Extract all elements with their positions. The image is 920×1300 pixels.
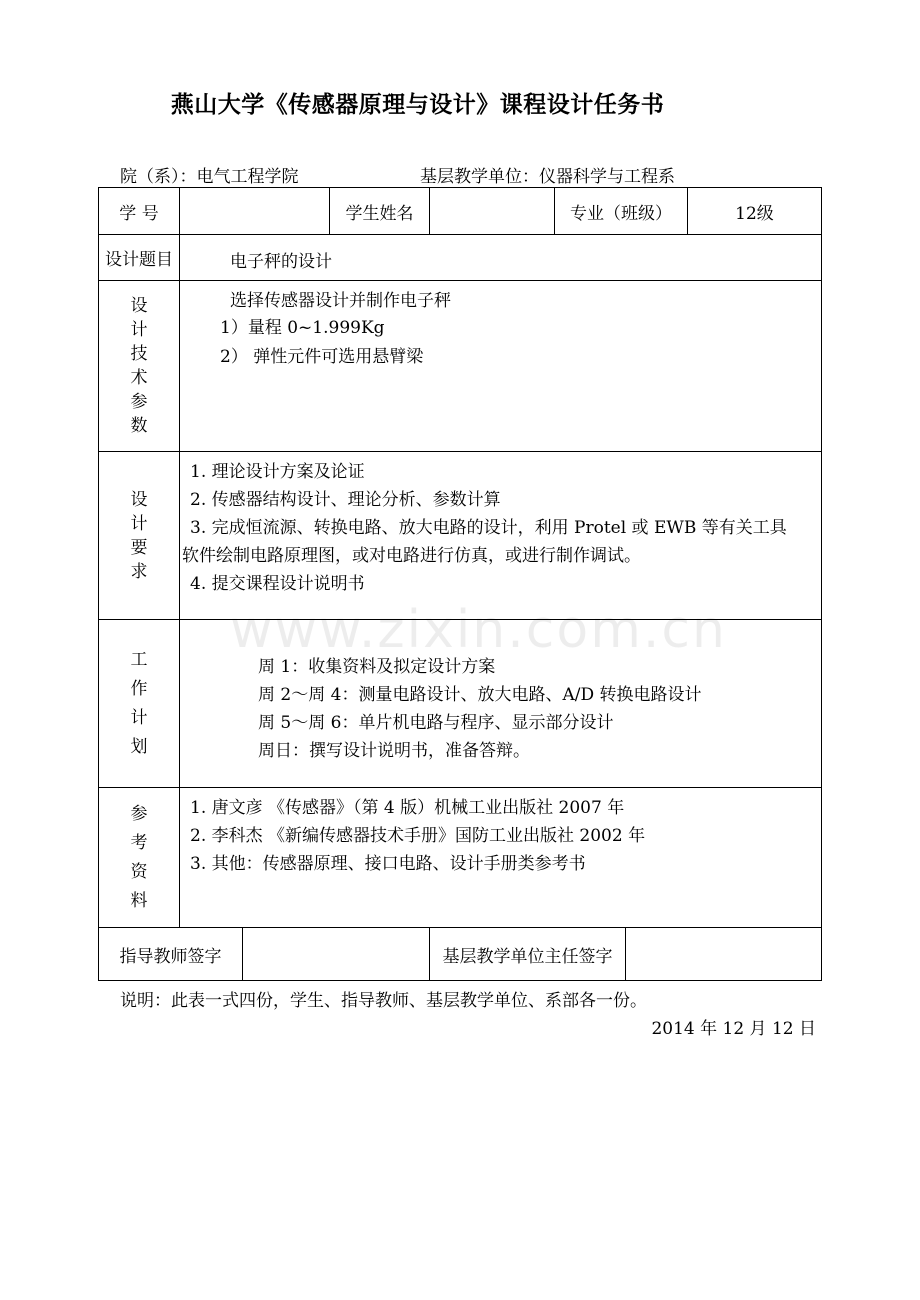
watermark: www.zixin.com.cn xyxy=(230,600,727,660)
topic-label xyxy=(98,234,180,281)
params-label-char: 技 xyxy=(130,344,148,364)
requirements-label-char: 求 xyxy=(130,561,148,582)
requirements-line: 4. 提交课程设计说明书 xyxy=(190,574,365,594)
plan-line: 周 1：收集资料及拟定设计方案 xyxy=(258,657,496,677)
params-label-char: 数 xyxy=(130,416,148,436)
requirements-label-char: 计 xyxy=(130,513,148,534)
params-label-char: 计 xyxy=(130,320,148,340)
footnote: 说明：此表一式四份，学生、指导教师、基层教学单位、系部各一份。 xyxy=(120,991,647,1011)
requirements-label xyxy=(98,451,180,620)
references-label-char: 考 xyxy=(130,832,148,853)
plan-line: 周日：撰写设计说明书，准备答辩。 xyxy=(258,741,530,761)
reference-line: 3. 其他：传感器原理、接口电路、设计手册类参考书 xyxy=(190,854,586,874)
params-line: 2） 弹性元件可选用悬臂梁 xyxy=(220,347,424,367)
unit-head-signature-field[interactable] xyxy=(625,927,822,981)
major-value[interactable] xyxy=(687,187,822,235)
student-id-label-text: 学 号 xyxy=(119,203,159,224)
requirements-line: 3. 完成恒流源、转换电路、放大电路的设计，利用 Protel 或 EWB 等有关工具 xyxy=(190,518,787,538)
references-label-char: 资 xyxy=(130,861,148,882)
plan-label-char: 工 xyxy=(130,649,148,670)
params-label-char: 参 xyxy=(130,392,148,412)
student-name-label xyxy=(329,187,430,235)
student-id-label xyxy=(98,187,180,235)
plan-label xyxy=(98,619,180,788)
params-line: 选择传感器设计并制作电子秤 xyxy=(230,291,451,311)
date: 2014 年 12 月 12 日 xyxy=(651,1019,816,1039)
major-label xyxy=(554,187,688,235)
requirements-line: 软件绘制电路原理图，或对电路进行仿真，或进行制作调试。 xyxy=(182,546,641,566)
advisor-signature-field[interactable] xyxy=(242,927,430,981)
topic-label-text: 设计题目 xyxy=(105,250,173,270)
teaching-unit-label: 基层教学单位：仪器科学与工程系 xyxy=(420,167,675,187)
requirements-content xyxy=(179,451,822,620)
topic-value-text: 电子秤的设计 xyxy=(230,252,332,272)
unit-head-signature-label-text: 基层教学单位主任签字 xyxy=(442,946,613,967)
params-line: 1）量程 0~1.999Kg xyxy=(220,318,385,338)
student-id-value[interactable] xyxy=(179,187,330,235)
plan-label-char: 计 xyxy=(130,707,148,728)
topic-value[interactable] xyxy=(179,234,822,281)
student-name-value[interactable] xyxy=(429,187,555,235)
page-title: 燕山大学《传感器原理与设计》课程设计任务书 xyxy=(170,92,665,118)
department-label: 院（系）：电气工程学院 xyxy=(120,167,299,187)
params-label xyxy=(98,280,180,452)
major-value-text: 12级 xyxy=(735,203,774,224)
references-label-char: 参 xyxy=(130,803,148,824)
requirements-label-char: 设 xyxy=(130,489,148,510)
student-name-label-text: 学生姓名 xyxy=(345,203,414,224)
references-content xyxy=(179,787,822,928)
requirements-line: 1. 理论设计方案及论证 xyxy=(190,462,365,482)
reference-line: 1. 唐文彦 《传感器》（第 4 版）机械工业出版社 2007 年 xyxy=(190,798,625,818)
params-label-char: 术 xyxy=(130,368,148,388)
params-content xyxy=(179,280,822,452)
params-label-char: 设 xyxy=(130,296,148,316)
plan-label-char: 划 xyxy=(130,736,148,757)
advisor-signature-label xyxy=(98,927,243,981)
major-label-text: 专业（班级） xyxy=(570,203,672,224)
requirements-line: 2. 传感器结构设计、理论分析、参数计算 xyxy=(190,490,501,510)
requirements-label-char: 要 xyxy=(130,537,148,558)
reference-line: 2. 李科杰 《新编传感器技术手册》国防工业出版社 2002 年 xyxy=(190,826,646,846)
references-label-char: 料 xyxy=(130,890,148,911)
plan-label-char: 作 xyxy=(130,678,148,699)
references-label xyxy=(98,787,180,928)
unit-head-signature-label xyxy=(429,927,626,981)
plan-line: 周 2～周 4：测量电路设计、放大电路、A/D 转换电路设计 xyxy=(258,685,702,705)
advisor-signature-label-text: 指导教师签字 xyxy=(119,946,222,967)
plan-line: 周 5～周 6：单片机电路与程序、显示部分设计 xyxy=(258,713,614,733)
